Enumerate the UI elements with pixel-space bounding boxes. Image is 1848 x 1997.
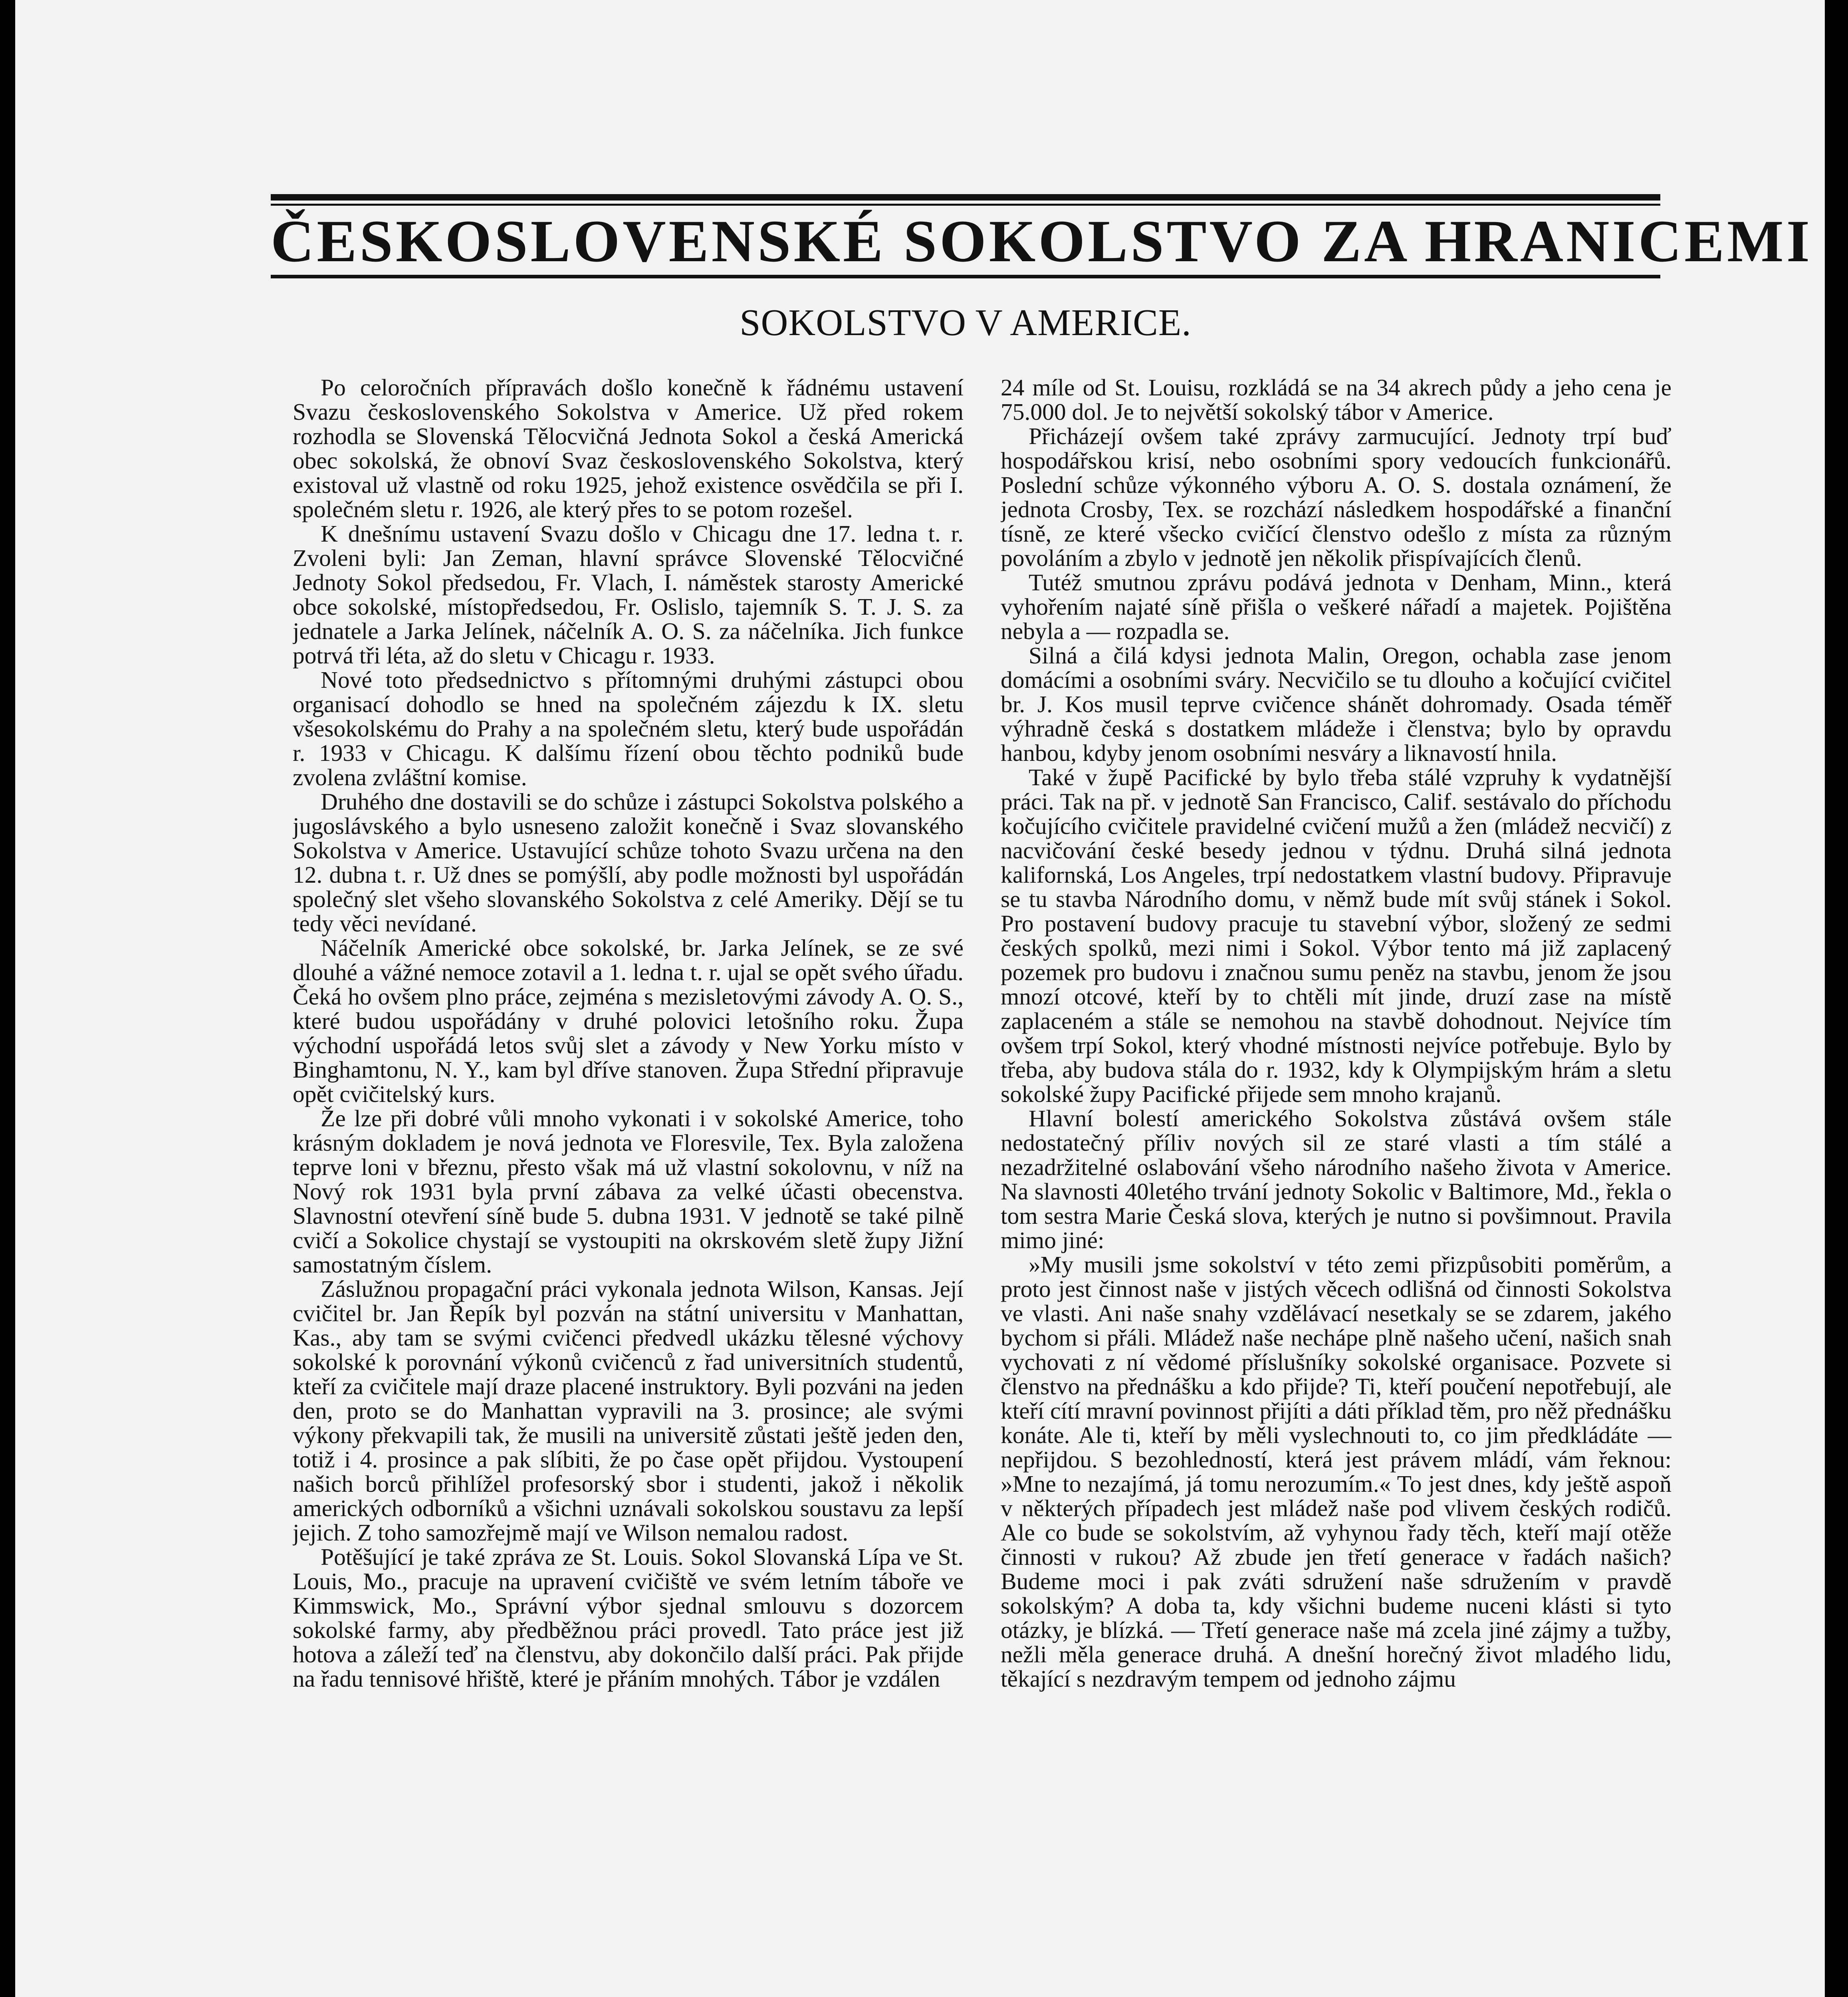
paragraph: Přicházejí ovšem také zprávy zarmucující. Jednoty trpí buď hospodářskou krisí, nebo osobními spory vedoucích funkcionářů. Poslední schůze výkonného výboru A. O. S. dostala oznámení, že jednota Crosby, Tex. se rozchází následkem hospodářské a finanční tísně, ze které všecko cvičící členstvo odešlo z místa za různým povoláním a zbylo v jednotě jen několik přispívajících členů. (1001, 423, 1672, 571)
page (15, 0, 1825, 1997)
paragraph: Druhého dne dostavili se do schůze i zástupci Sokolstva polského a jugoslávského a bylo usneseno založit konečně i Svaz slovanského Sokolstva v Americe. Ustavující schůze tohoto Svazu určena na den 12. dubna t. r. Už dnes se pomýšlí, aby podle možnosti byl uspořádán společný slet všeho slovanského Sokolstva z celé Ameriky. Dějí se tu tedy věci nevídané. (293, 788, 964, 937)
paragraph: Po celoročních přípravách došlo konečně k řádnému ustavení Svazu československého Sokolstva v Americe. Už před rokem rozhodla se Slovenská Tělocvičná Jednota Sokol a česká Americká obec sokolská, že obnoví Svaz československého Sokolstva, který existoval už vlastně od roku 1925, jehož existence osvědčila se při I. společném sletu r. 1926, ale který přes to se potom rozešel. (293, 375, 964, 522)
paragraph-continuation: 24 míle od St. Louisu, rozkládá se na 34 akrech půdy a jeho cena je 75.000 dol. Je to největší sokolský tábor v Americe. (1001, 375, 1672, 425)
article-column-right (1001, 375, 1672, 1997)
masthead-top-thin-rule (271, 204, 1660, 206)
paragraph: Náčelník Americké obce sokolské, br. Jarka Jelínek, se ze své dlouhé a vážné nemoce zotavil a 1. ledna t. r. ujal se opět svého úřadu. Čeká ho ovšem plno práce, zejména s mezisletovými závody A. O. S., které budou uspořádány v druhé polovici letošního roku. Župa východní uspořádá letos svůj slet a závody v New Yorku místo v Binghamtonu, N. Y., kam byl dříve stanoven. Župa Střední připravuje opět cvičitelský kurs. (293, 935, 964, 1107)
paragraph: Hlavní bolestí amerického Sokolstva zůstává ovšem stále nedostatečný příliv nových sil ze staré vlasti a tím stálé a nezadržitelné oslabování všeho národního našeho života v Americe. Na slavnosti 40letého trvání jednoty Sokolic v Baltimore, Md., řekla o tom sestra Marie Česká slova, kterých je nutno si povšimnout. Pravila mimo jiné: (1001, 1105, 1672, 1253)
paragraph: Záslužnou propagační práci vykonala jednota Wilson, Kansas. Její cvičitel br. Jan Řepík byl pozván na státní universitu v Manhattan, Kas., aby tam se svými cvičenci předvedl ukázku tělesné výchovy sokolské k porovnání výkonů cvičenců z řad universitních studentů, kteří za cvičitele mají draze placené instruktory. Byli pozváni na jeden den, proto se do Manhattan vypravili na 3. prosince; ale svými výkony překvapili tak, že musili na universitě zůstati ještě jeden den, totiž i 4. prosince a pak slíbiti, že po čase opět přijdou. Vystoupení našich borců přihlížel profesorský sbor i studenti, jakož i několik amerických odborníků a všichni uznávali sokolskou soustavu za lepší jejich. Z toho samozřejmě mají ve Wilson nemalou radost. (293, 1276, 964, 1546)
paragraph: Tutéž smutnou zprávu podává jednota v Denham, Minn., která vyhořením najaté síně přišla o veškeré nářadí a majetek. Pojištěna nebyla a — rozpadla se. (1001, 569, 1672, 644)
masthead-top-rule (271, 194, 1660, 200)
masthead-bottom-rule (271, 275, 1660, 278)
article-column-left (293, 375, 964, 1997)
paragraph: K dnešnímu ustavení Svazu došlo v Chicagu dne 17. ledna t. r. Zvoleni byli: Jan Zeman, hlavní správce Slovenské Tělocvičné Jednoty Sokol předsedou, Fr. Vlach, I. náměstek starosty Americké obce sokolské, místopředsedou, Fr. Oslislo, tajemník S. T. J. S. za jednatele a Jarka Jelínek, náčelník A. O. S. za náčelníka. Jich funkce potrvá tři léta, až do sletu v Chicagu r. 1933. (293, 520, 964, 669)
article-title: SOKOLSTVO V AMERICE. (740, 302, 1192, 343)
paragraph: Že lze při dobré vůli mnoho vykonati i v sokolské Americe, toho krásným dokladem je nová jednota ve Floresvile, Tex. Byla založena teprve loni v březnu, přesto však má už vlastní sokolovnu, v níž na Nový rok 1931 byla první zábava za velké účasti obecenstva. Slavnostní otevření síně bude 5. dubna 1931. V jednotě se také pilně cvičí a Sokolice chystají se vystoupiti na okrskovém sletě župy Jižní samostatným číslem. (293, 1105, 964, 1278)
paragraph: Silná a čilá kdysi jednota Malin, Oregon, ochabla zase jenom domácími a osobními sváry. Necvičilo se tu dlouho a kočující cvičitel br. J. Kos musil teprve cvičence shánět dohromady. Osada téměř výhradně česká s dostatkem mládeže i členstva; bylo by opravdu hanbou, kdyby jenom osobními nesváry a liknavostí hnila. (1001, 642, 1672, 766)
paragraph: »My musili jsme sokolství v této zemi přizpůsobiti poměrům, a proto jest činnost naše v jistých věcech odlišná od činnosti Sokolstva ve vlasti. Ani naše snahy vzdělávací nesetkaly se se zdarem, jakého bychom si přáli. Mládež naše nechápe plně našeho učení, našich snah vychovati z ní vědomé příslušníky sokolské organisace. Pozvete si členstvo na přednášku a kdo přijde? Ti, kteří poučení nepotřebují, ale kteří cítí mravní povinnost přijíti a dáti příklad těm, pro něž přednášku konáte. Ale ti, kteří by měli vyslechnouti to, co jim předkládáte — nepřijdou. S bezohledností, která jest právem mládí, vám řeknou: »Mne to nezajímá, já tomu nerozumím.« To jest dnes, kdy ještě aspoň v některých případech jest mládež naše pod vlivem českých rodičů. Ale co bude se sokolstvím, až vyhynou řady těch, kteří mají otěže činnosti v rukou? Až zbude jen třetí generace v řadách našich? Budeme moci i pak zváti sdružení naše sdružením v pravdě sokolským? A doba ta, kdy všichni budeme nuceni klásti si tyto otázky, je blízká. — Třetí generace naše má zcela jiné zájmy a tužby, nežli měla generace druhá. A dnešní horečný život mladého lidu, těkající s nezdravým tempem od jednoho zájmu (1001, 1251, 1672, 1692)
paragraph: Nové toto předsednictvo s přítomnými druhými zástupci obou organisací dohodlo se hned na společném zájezdu k IX. sletu všesokolskému do Prahy a na společném sletu, který bude uspořádán r. 1933 v Chicagu. K dalšímu řízení obou těchto podniků bude zvolena zvláštní komise. (293, 667, 964, 790)
paragraph: Potěšující je také zpráva ze St. Louis. Sokol Slovanská Lípa ve St. Louis, Mo., pracuje na upravení cvičiště ve svém letním táboře ve Kimmswick, Mo., Správní výbor sjednal smlouvu s dozorcem sokolské farmy, aby předběžnou práci provedl. Tato práce jest již hotova a záleží teď na členstvu, aby dokončilo další práci. Pak přijde na řadu tennisové hřiště, které je přáním mnohých. Tábor je vzdálen (293, 1544, 964, 1692)
masthead-title: ČESKOSLOVENSKÉ SOKOLSTVO ZA HRANICEMI (271, 208, 1813, 274)
paragraph: Také v župě Pacifické by bylo třeba stálé vzpruhy k vydatnější práci. Tak na př. v jednotě San Francisco, Calif. sestávalo do příchodu kočujícího cvičitele pravidelné cvičení mužů a žen (mládež necvičí) z nacvičování české besedy jednou v týdnu. Druhá silná jednota kalifornská, Los Angeles, trpí nedostatkem vlastní budovy. Připravuje se tu stavba Národního domu, v němž bude mít svůj stánek i Sokol. Pro postavení budovy pracuje tu stavební výbor, složený ze sedmi českých spolků, mezi nimi i Sokol. Výbor tento má již zaplacený pozemek pro budovu i značnou sumu peněz na stavbu, jenom že jsou mnozí otcové, kteří by to chtěli mít jinde, druzí zase na místě zaplaceném a stále se nemohou na stavbě dohodnout. Nejvíce tím ovšem trpí Sokol, který vhodné místnosti nejvíce potřebuje. Bylo by třeba, aby budova stála do r. 1932, kdy k Olympijským hrám a sletu sokolské župy Pacifické přijede sem mnoho krajanů. (1001, 764, 1672, 1107)
